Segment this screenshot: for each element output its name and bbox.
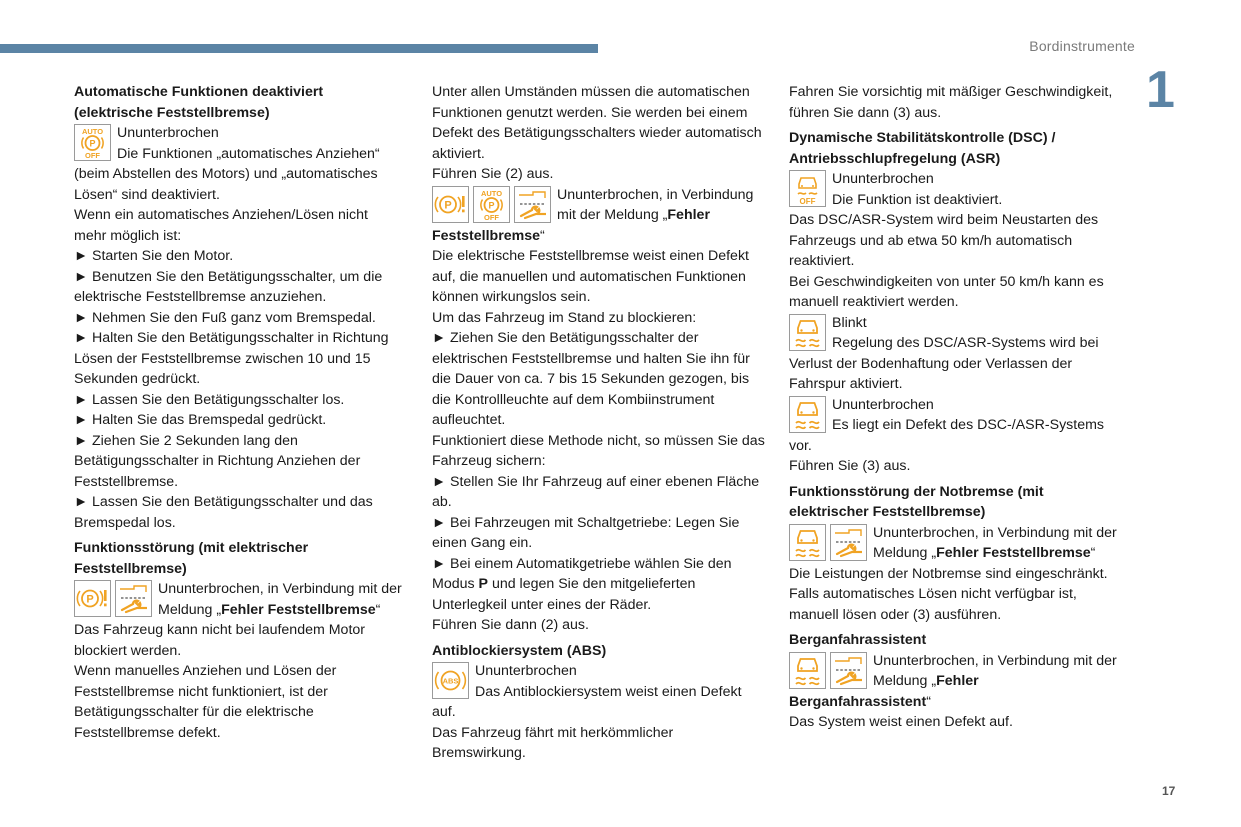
service-wrench-icon bbox=[830, 524, 867, 561]
auto-park-brake-off-icon bbox=[74, 124, 111, 161]
chapter-number: 1 bbox=[1146, 61, 1175, 119]
heading-hill-start-assist: Berganfahrassistent bbox=[789, 632, 927, 648]
paragraph: Unter allen Umständen müssen die automatischen Funktionen genutzt werden. Sie werden bei einem Defekt des Betätigungsschalters wieder automatisch aktiviert. bbox=[432, 84, 762, 162]
paragraph: Wenn manuelles Anziehen und Lösen der Feststellbremse nicht funktioniert, ist der Betätigungsschalter für die elektrische Feststellbremse defekt. bbox=[74, 663, 337, 741]
abs-icon bbox=[432, 662, 469, 699]
paragraph: Das Fahrzeug fährt mit herkömmlicher Bremswirkung. bbox=[432, 724, 674, 761]
paragraph: Die elektrische Feststellbremse weist einen Defekt auf, die manuellen und automatischen Funktionen können wirkungslos sein. bbox=[432, 248, 749, 305]
column-1 bbox=[74, 82, 404, 743]
state-text: Ununterbrochen bbox=[832, 396, 934, 413]
state-text: Ununterbrochen bbox=[475, 663, 577, 679]
bullet-item: ► Halten Sie den Betätigungsschalter in Richtung Lösen der Feststellbremse zwischen 10 und 15 Sekunden gedrückt. bbox=[74, 330, 389, 387]
description: Es liegt ein Defekt des DSC-/ASR-Systems vor. bbox=[789, 417, 1105, 454]
state-text: Ununterbrochen, in Verbindung mit der Meldung „Fehler Feststellbremse“ bbox=[432, 186, 754, 244]
paragraph: Das System weist einen Defekt auf. bbox=[789, 714, 1013, 730]
bullet-item: ► Ziehen Sie 2 Sekunden lang den Betätigungsschalter in Richtung Anziehen der Feststellbremse. bbox=[74, 432, 361, 490]
bullet-item: ► Bei Fahrzeugen mit Schaltgetriebe: Legen Sie einen Gang ein. bbox=[432, 514, 740, 551]
bullet-item: ► Starten Sie den Motor. bbox=[74, 248, 234, 264]
heading-auto-functions-deactivated: Automatische Funktionen deaktiviert (elektrische Feststellbremse) bbox=[74, 84, 324, 121]
bullet-item: ► Lassen Sie den Betätigungsschalter los. bbox=[74, 391, 345, 408]
page-number: 17 bbox=[1162, 784, 1176, 798]
paragraph: Falls automatisches Lösen nicht verfügbar ist, manuell lösen oder (3) ausführen. bbox=[789, 586, 1077, 623]
state-text: Blinkt bbox=[832, 314, 867, 331]
auto-park-brake-off-icon bbox=[473, 186, 510, 223]
dsc-icon bbox=[789, 314, 826, 351]
park-brake-warning-icon bbox=[74, 580, 111, 617]
paragraph: Führen Sie (2) aus. bbox=[432, 166, 554, 182]
paragraph: Wenn ein automatisches Anziehen/Lösen nicht mehr möglich ist: bbox=[74, 207, 368, 244]
heading-emergency-brake-malfunction: Funktionsstörung der Notbremse (mit elektrischer Feststellbremse) bbox=[789, 483, 1044, 520]
description: Die Funktion ist deaktiviert. bbox=[832, 191, 1003, 208]
column-3 bbox=[789, 82, 1119, 733]
state-text: Ununterbrochen, in Verbindung mit der Meldung „Fehler Berganfahrassistent“ bbox=[789, 652, 1117, 710]
paragraph: Bei Geschwindigkeiten von unter 50 km/h kann es manuell reaktiviert werden. bbox=[789, 273, 1104, 310]
description: Das Antiblockiersystem weist einen Defekt auf. bbox=[432, 683, 742, 720]
section-title: Bordinstrumente bbox=[1029, 38, 1135, 54]
paragraph: Führen Sie (3) aus. bbox=[789, 458, 911, 474]
bullet-item: ► Bei einem Automatikgetriebe wählen Sie den Modus P und legen Sie den mitgelieferten Unterlegkeil unter eines der Räder. bbox=[432, 555, 732, 613]
state-text: Ununterbrochen, in Verbindung mit der Meldung „Fehler Feststellbremse“ bbox=[873, 524, 1117, 561]
bullet-item: ► Benutzen Sie den Betätigungsschalter, um die elektrische Feststellbremse anzuziehen. bbox=[74, 268, 383, 305]
service-wrench-icon bbox=[830, 652, 867, 689]
dsc-off-icon bbox=[789, 170, 826, 207]
paragraph: Fahren Sie vorsichtig mit mäßiger Geschwindigkeit, führen Sie dann (3) aus. bbox=[789, 84, 1113, 121]
column-2 bbox=[432, 82, 768, 764]
heading-malfunction-park-brake: Funktionsstörung (mit elektrischer Feststellbremse) bbox=[74, 540, 309, 577]
park-brake-warning-icon bbox=[432, 186, 469, 223]
paragraph: Die Leistungen der Notbremse sind eingeschränkt. bbox=[789, 565, 1108, 582]
state-text: Ununterbrochen bbox=[117, 125, 219, 141]
description: Die Funktionen „automatisches Anziehen“ (beim Abstellen des Motors) und „automatisches Lösen“ sind deaktiviert. bbox=[74, 145, 380, 203]
paragraph: Um das Fahrzeug im Stand zu blockieren: bbox=[432, 309, 697, 326]
paragraph: Führen Sie dann (2) aus. bbox=[432, 617, 589, 633]
heading-abs: Antiblockiersystem (ABS) bbox=[432, 642, 607, 659]
paragraph: Das Fahrzeug kann nicht bei laufendem Motor blockiert werden. bbox=[74, 622, 366, 659]
service-wrench-icon bbox=[514, 186, 551, 223]
header-accent-bar bbox=[0, 44, 598, 53]
bullet-item: ► Halten Sie das Bremspedal gedrückt. bbox=[74, 412, 327, 428]
heading-dsc-asr: Dynamische Stabilitätskontrolle (DSC) / Antriebsschlupfregelung (ASR) bbox=[789, 130, 1056, 167]
service-wrench-icon bbox=[115, 580, 152, 617]
bullet-item: ► Stellen Sie Ihr Fahrzeug auf einer ebenen Fläche ab. bbox=[432, 473, 760, 510]
paragraph: Funktioniert diese Methode nicht, so müssen Sie das Fahrzeug sichern: bbox=[432, 432, 765, 469]
description: Regelung des DSC/ASR-Systems wird bei Verlust der Bodenhaftung oder Verlassen der Fahrspur aktiviert. bbox=[789, 335, 1099, 392]
bullet-item: ► Nehmen Sie den Fuß ganz vom Bremspedal. bbox=[74, 309, 376, 326]
dsc-icon bbox=[789, 396, 826, 433]
bullet-item: ► Lassen Sie den Betätigungsschalter und das Bremspedal los. bbox=[74, 494, 373, 531]
dsc-icon bbox=[789, 524, 826, 561]
paragraph: Das DSC/ASR-System wird beim Neustarten des Fahrzeugs und ab etwa 50 km/h automatisch reaktiviert. bbox=[789, 212, 1099, 269]
dsc-icon bbox=[789, 652, 826, 689]
state-text: Ununterbrochen bbox=[832, 171, 934, 187]
bullet-item: ► Ziehen Sie den Betätigungsschalter der elektrischen Feststellbremse und halten Sie ihn für die Dauer von ca. 7 bis 15 Sekunden gezogen, bis die Kontrollleuchte auf dem Kombiinstrument aufleuchtet. bbox=[432, 330, 750, 428]
state-text: Ununterbrochen, in Verbindung mit der Meldung „Fehler Feststellbremse“ bbox=[158, 581, 402, 618]
